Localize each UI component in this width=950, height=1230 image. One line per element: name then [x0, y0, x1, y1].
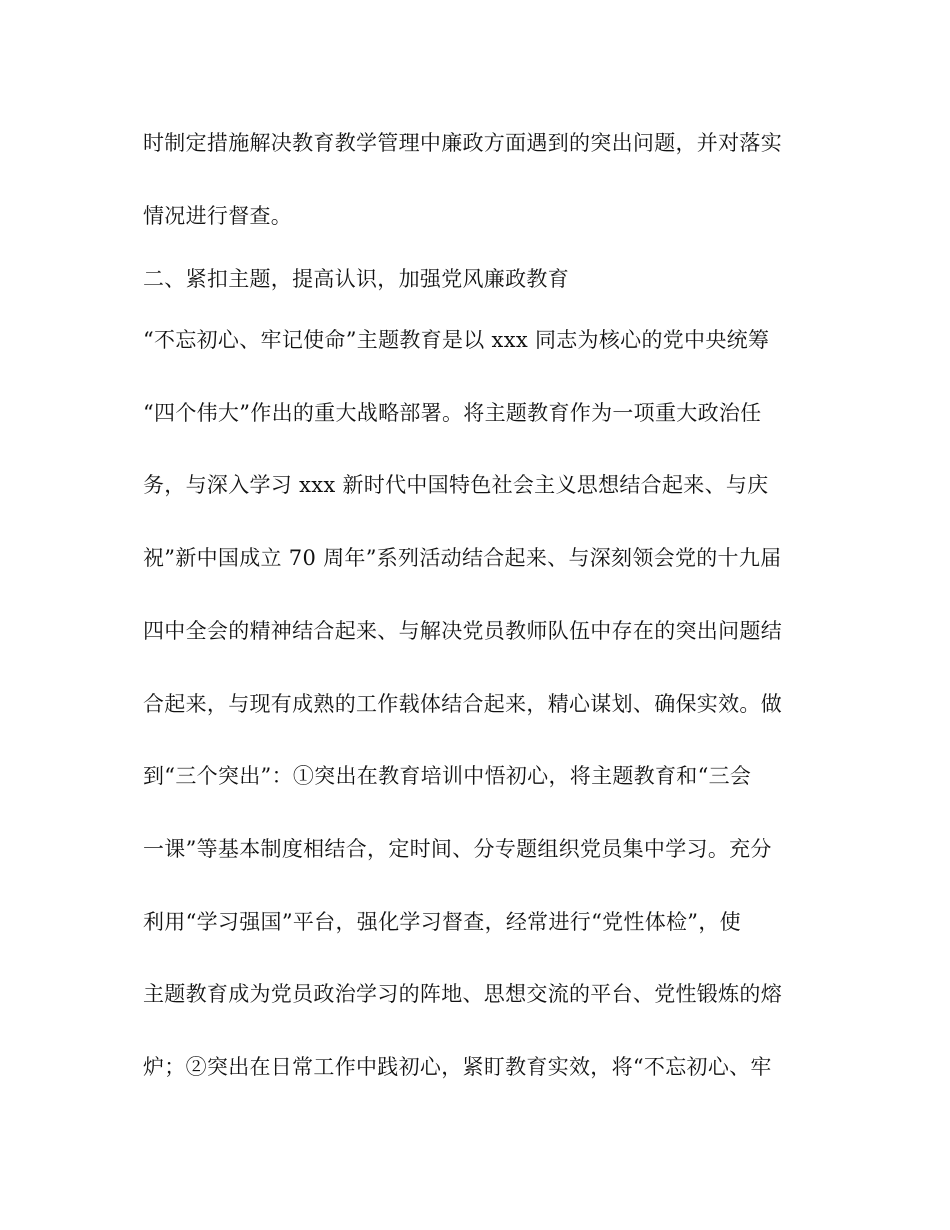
- text-line-10: 到“三个突出”：①突出在教育培训中悟初心，将主题教育和“三会: [143, 764, 752, 788]
- text-line-6: 务，与深入学习 xxx 新时代中国特色社会主义思想结合起来、与庆: [143, 473, 769, 497]
- text-line-5: “四个伟大”作出的重大战略部署。将主题教育作为一项重大政治任: [143, 401, 762, 425]
- text-line-13: 主题教育成为党员政治学习的阵地、思想交流的平台、党性锻炼的熔: [143, 982, 782, 1006]
- section-heading: 二、紧扣主题，提高认识，加强党风廉政教育: [143, 267, 569, 291]
- text-line-8: 四中全会的精神结合起来、与解决党员教师队伍中存在的突出问题结: [143, 619, 782, 643]
- text-line-7: 祝”新中国成立 70 周年”系列活动结合起来、与深刻领会党的十九届: [143, 546, 782, 570]
- text-line-14: 炉；②突出在日常工作中践初心，紧盯教育实效，将“不忘初心、牢: [143, 1055, 772, 1079]
- text-line-12: 利用“学习强国”平台，强化学习督查，经常进行“党性体检”，使: [143, 910, 741, 934]
- text-line-9: 合起来，与现有成熟的工作载体结合起来，精心谋划、确保实效。做: [143, 692, 782, 716]
- text-line-11: 一课”等基本制度相结合，定时间、分专题组织党员集中学习。充分: [143, 837, 772, 861]
- text-line-1: 时制定措施解决教育教学管理中廉政方面遇到的突出问题，并对落实: [143, 131, 782, 155]
- text-line-2: 情况进行督查。: [143, 204, 293, 228]
- text-line-4: “不忘初心、牢记使命”主题教育是以 xxx 同志为核心的党中央统筹: [143, 328, 770, 352]
